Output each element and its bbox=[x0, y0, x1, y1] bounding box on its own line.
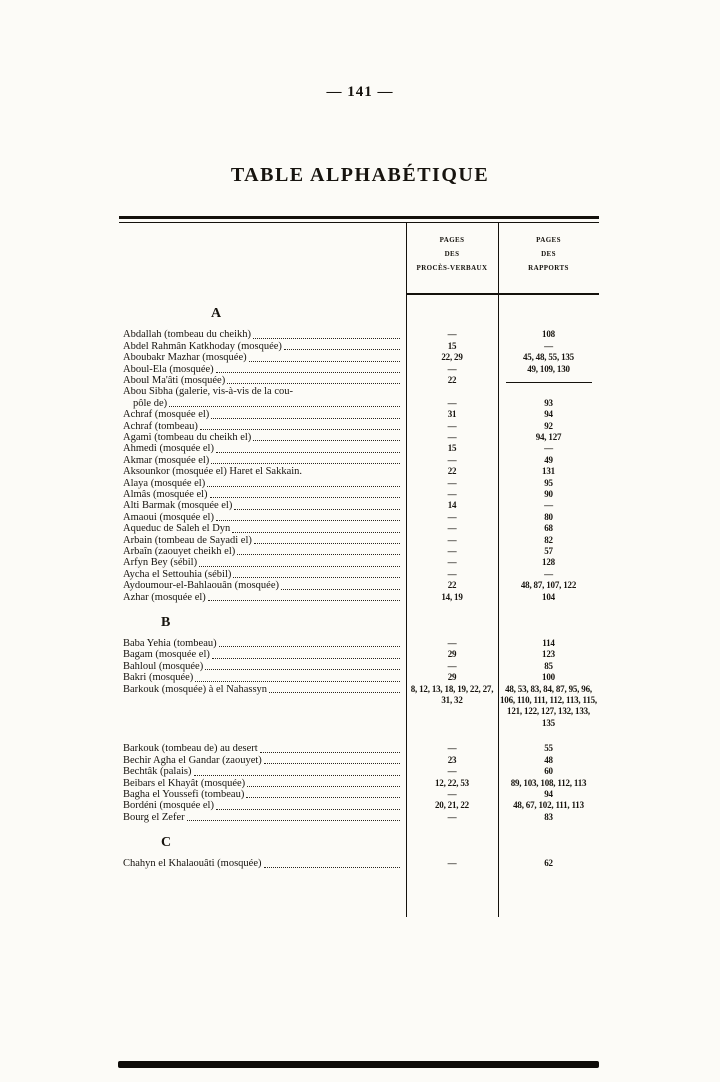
page-bottom-rule bbox=[118, 1061, 599, 1068]
entry-name bbox=[119, 535, 406, 546]
table-row bbox=[119, 661, 599, 672]
entry-name bbox=[119, 352, 406, 363]
table-row bbox=[119, 466, 599, 477]
pages-proces-verbaux-value: 31 bbox=[447, 409, 457, 420]
entry-name bbox=[119, 800, 406, 811]
pages-rapports-value bbox=[498, 375, 599, 386]
entry-label: Aboubakr Mazhar (mosquée) bbox=[123, 352, 247, 364]
table-row bbox=[119, 800, 599, 811]
dotted-leader bbox=[211, 463, 400, 464]
table-row bbox=[119, 512, 599, 523]
entry-label: Beibars el Khayât (mosquée) bbox=[123, 777, 246, 789]
entry-name bbox=[119, 375, 406, 386]
pages-proces-verbaux-value: — bbox=[447, 638, 457, 649]
dotted-leader bbox=[281, 589, 400, 590]
table-row bbox=[119, 755, 599, 766]
table-row bbox=[119, 386, 599, 409]
entry-name bbox=[119, 489, 406, 500]
dotted-leader bbox=[216, 809, 400, 810]
dotted-leader bbox=[237, 554, 400, 555]
index-table bbox=[119, 216, 599, 870]
entry-name bbox=[119, 858, 406, 869]
entry-label: Arbaîn (zaouyet cheikh el) bbox=[123, 546, 236, 558]
table-row bbox=[119, 743, 599, 754]
column-divider bbox=[498, 223, 499, 917]
entry-name bbox=[119, 466, 406, 477]
table-row bbox=[119, 684, 599, 730]
pages-rapports-value: — bbox=[544, 340, 553, 351]
table-row bbox=[119, 858, 599, 869]
pages-rapports-value: 92 bbox=[544, 420, 553, 431]
pages-rapports-value: 49 bbox=[544, 454, 553, 465]
pages-rapports-value: 57 bbox=[544, 546, 553, 557]
pages-rapports-value: 114 bbox=[542, 638, 555, 649]
entry-label-continuation bbox=[123, 398, 401, 409]
entry-name bbox=[119, 812, 406, 823]
table-grid bbox=[119, 223, 599, 869]
table-row bbox=[119, 523, 599, 534]
dotted-leader bbox=[216, 520, 400, 521]
entry-label: Agami (tombeau du cheikh el) bbox=[123, 431, 252, 443]
table-row bbox=[119, 812, 599, 823]
pages-rapports-value: 45, 48, 55, 135 bbox=[522, 352, 574, 363]
entry-column-header bbox=[119, 223, 406, 294]
dotted-leader bbox=[199, 566, 400, 567]
pages-proces-verbaux-value: — bbox=[447, 454, 457, 465]
pages-rapports-value: 48 bbox=[544, 754, 553, 765]
pages-proces-verbaux-value: 20, 21, 22 bbox=[434, 800, 469, 811]
table-row bbox=[119, 443, 599, 454]
section-letter: B bbox=[161, 615, 171, 631]
entry-name bbox=[119, 755, 406, 766]
entry-label: Chahyn el Khalaouâti (mosquée) bbox=[123, 858, 262, 870]
header-underline bbox=[406, 293, 599, 294]
pages-proces-verbaux-value: — bbox=[447, 431, 457, 442]
table-row bbox=[119, 409, 599, 420]
entry-name bbox=[119, 546, 406, 557]
pages-proces-verbaux-value: 29 bbox=[447, 649, 457, 660]
dotted-leader bbox=[233, 577, 400, 578]
pages-rapports-value: — bbox=[544, 500, 553, 511]
dotted-leader bbox=[284, 349, 400, 350]
entry-label: Barkouk (mosquée) à el Nahassyn bbox=[123, 683, 268, 695]
table-row bbox=[119, 766, 599, 777]
entry-name bbox=[119, 409, 406, 420]
dotted-leader bbox=[232, 532, 400, 533]
entry-label: Bourg el Zefer bbox=[123, 811, 185, 823]
entry-label: Bakri (mosquée) bbox=[123, 672, 194, 684]
entry-label: Arfyn Bey (sébil) bbox=[123, 557, 198, 569]
pages-proces-verbaux-value: 22 bbox=[447, 374, 457, 385]
pages-proces-verbaux-value: — bbox=[447, 397, 457, 408]
pages-proces-verbaux-value: — bbox=[447, 523, 457, 534]
table-row bbox=[119, 569, 599, 580]
dotted-leader bbox=[246, 797, 400, 798]
entry-name bbox=[119, 421, 406, 432]
entry-label: Almâs (mosquée el) bbox=[123, 488, 208, 500]
dotted-leader bbox=[211, 418, 400, 419]
entry-label: Abdallah (tombeau du cheikh) bbox=[123, 329, 251, 341]
pages-proces-verbaux-value: — bbox=[447, 329, 457, 340]
table-row bbox=[119, 580, 599, 591]
table-row bbox=[119, 546, 599, 557]
entry-name bbox=[119, 661, 406, 672]
table-row bbox=[119, 421, 599, 432]
entry-label: Aksounkor (mosquée el) Haret el Sakkain. bbox=[123, 466, 303, 478]
pages-rapports-value: — bbox=[544, 443, 553, 454]
table-body bbox=[119, 306, 599, 869]
entry-label: Abou Sibha (galerie, vis-à-vis de la cou- bbox=[123, 386, 293, 398]
page-title: TABLE ALPHABÉTIQUE bbox=[230, 164, 490, 186]
entry-name bbox=[119, 500, 406, 511]
table-row bbox=[119, 364, 599, 375]
pages-rapports-value: 123 bbox=[542, 649, 555, 660]
column-divider bbox=[406, 223, 407, 917]
pages-proces-verbaux-value: — bbox=[447, 788, 457, 799]
section-letter: C bbox=[161, 835, 172, 851]
table-row bbox=[119, 489, 599, 500]
table-row bbox=[119, 557, 599, 568]
pages-rapports-value: 49, 109, 130 bbox=[527, 363, 570, 374]
entry-label: Aboul Ma'âti (mosquée) bbox=[123, 374, 226, 386]
table-top-rule bbox=[119, 216, 599, 223]
pages-rapports-value: 108 bbox=[542, 329, 555, 340]
header-line: PAGES bbox=[536, 236, 561, 245]
pages-proces-verbaux-value: — bbox=[447, 546, 457, 557]
entry-name bbox=[119, 743, 406, 754]
pages-proces-verbaux-value: — bbox=[447, 534, 457, 545]
dotted-leader bbox=[200, 429, 400, 430]
entry-name bbox=[119, 569, 406, 580]
table-row bbox=[119, 478, 599, 489]
entry-label: Bagha el Youssefi (tombeau) bbox=[123, 788, 245, 800]
dotted-leader bbox=[219, 646, 400, 647]
pages-proces-verbaux-value: — bbox=[447, 477, 457, 488]
pages-proces-verbaux-value: — bbox=[447, 420, 457, 431]
entry-label: Bordéni (mosquée el) bbox=[123, 800, 214, 812]
pages-rapports-value: 131 bbox=[542, 466, 555, 477]
pages-rapports-value: 82 bbox=[544, 534, 553, 545]
pages-rapports-value: 93 bbox=[544, 397, 553, 408]
table-row bbox=[119, 649, 599, 660]
header-line: RAPPORTS bbox=[528, 264, 569, 273]
pages-rapports-value: 48, 53, 83, 84, 87, 95, 96, 106, 110, 111, 112, 113, 115, 121, 122, 127, 132, 133, 135 bbox=[500, 683, 597, 728]
pages-proces-verbaux-value: — bbox=[447, 488, 457, 499]
entry-name bbox=[119, 580, 406, 591]
entry-name bbox=[119, 649, 406, 660]
pages-proces-verbaux-value: — bbox=[447, 743, 457, 754]
pages-proces-verbaux-value: 22, 29 bbox=[441, 352, 463, 363]
dotted-leader bbox=[264, 867, 401, 868]
pages-rapports-value: 94 bbox=[544, 409, 553, 420]
pages-proces-verbaux-value: 8, 12, 13, 18, 19, 22, 27, 31, 32 bbox=[410, 683, 494, 706]
entry-name bbox=[119, 512, 406, 523]
entry-name bbox=[119, 557, 406, 568]
pages-proces-verbaux-value: 29 bbox=[447, 672, 457, 683]
entry-name bbox=[119, 523, 406, 534]
entry-name bbox=[119, 443, 406, 454]
dotted-leader bbox=[216, 372, 400, 373]
pages-rapports-value: 60 bbox=[544, 766, 553, 777]
pages-rapports-value: 83 bbox=[544, 811, 553, 822]
dotted-leader bbox=[207, 486, 400, 487]
entry-name bbox=[119, 638, 406, 649]
pages-rapports-value: 62 bbox=[544, 858, 553, 869]
pages-proces-verbaux-value: 23 bbox=[447, 754, 457, 765]
table-row bbox=[119, 432, 599, 443]
entry-label: Aqueduc de Saleh el Dyn bbox=[123, 523, 231, 535]
pages-rapports-value: 104 bbox=[542, 591, 555, 602]
page-number: — 141 — bbox=[326, 84, 394, 100]
table-row bbox=[119, 789, 599, 800]
entry-label: Bahloul (mosquée) bbox=[123, 660, 204, 672]
pages-proces-verbaux-value: — bbox=[447, 660, 457, 671]
pages-rapports-value: 100 bbox=[542, 672, 555, 683]
dotted-leader bbox=[234, 509, 400, 510]
entry-label: Barkouk (tombeau de) au desert bbox=[123, 743, 258, 755]
pages-proces-verbaux-value: — bbox=[447, 557, 457, 568]
entry-name bbox=[119, 766, 406, 777]
dotted-leader bbox=[269, 692, 400, 693]
pages-rapports-value: 89, 103, 108, 112, 113 bbox=[510, 777, 587, 788]
dotted-leader bbox=[254, 543, 400, 544]
table-header-row bbox=[119, 223, 599, 294]
entry-name bbox=[119, 778, 406, 789]
entry-label: Amaoui (mosquée el) bbox=[123, 511, 214, 523]
pages-rapports-value: 68 bbox=[544, 523, 553, 534]
entry-name bbox=[119, 478, 406, 489]
dotted-leader bbox=[187, 820, 400, 821]
table-row bbox=[119, 329, 599, 340]
pages-proces-verbaux-value: — bbox=[447, 568, 457, 579]
dotted-leader bbox=[227, 383, 400, 384]
dotted-leader bbox=[264, 763, 400, 764]
pages-proces-verbaux-value: — bbox=[447, 811, 457, 822]
pages-rapports-value: 48, 87, 107, 122 bbox=[520, 580, 577, 591]
entry-label: Bechir Agha el Gandar (zaouyet) bbox=[123, 754, 262, 766]
entry-label: Alaya (mosquée el) bbox=[123, 477, 206, 489]
dotted-leader bbox=[205, 669, 400, 670]
entry-label: Alti Barmak (mosquée el) bbox=[123, 500, 233, 512]
entry-label: Azhar (mosquée el) bbox=[123, 591, 206, 603]
pages-proces-verbaux-value: 14, 19 bbox=[441, 591, 463, 602]
entry-name bbox=[119, 364, 406, 375]
entry-name bbox=[119, 455, 406, 466]
table-row bbox=[119, 535, 599, 546]
entry-label: Bechtâk (palais) bbox=[123, 766, 192, 778]
pages-rapports-value: 80 bbox=[544, 511, 553, 522]
table-row bbox=[119, 455, 599, 466]
table-row bbox=[119, 672, 599, 683]
dotted-leader bbox=[260, 752, 400, 753]
entry-label: Aboul-Ela (mosquée) bbox=[123, 363, 214, 375]
table-row bbox=[119, 638, 599, 649]
pages-proces-verbaux-value: 15 bbox=[447, 443, 457, 454]
column-header-proces-verbaux bbox=[406, 223, 498, 294]
entry-name bbox=[119, 684, 406, 695]
pages-proces-verbaux-value: — bbox=[447, 858, 457, 869]
pages-proces-verbaux-value: 15 bbox=[447, 340, 457, 351]
entry-name bbox=[119, 592, 406, 603]
header-line: PAGES bbox=[439, 236, 465, 245]
dotted-leader bbox=[195, 681, 400, 682]
dotted-leader bbox=[194, 775, 400, 776]
header-line: DES bbox=[541, 250, 556, 259]
pages-proces-verbaux-value: 22 bbox=[447, 466, 457, 477]
entry-name bbox=[119, 329, 406, 340]
pages-proces-verbaux-value: 22 bbox=[447, 580, 457, 591]
pages-rapports-value: 90 bbox=[544, 488, 553, 499]
entry-name bbox=[119, 789, 406, 800]
entry-name bbox=[119, 386, 406, 409]
pages-rapports-value: 95 bbox=[544, 477, 553, 488]
entry-label: Baba Yehia (tombeau) bbox=[123, 638, 217, 650]
entry-label: Aydoumour-el-Bahlaouân (mosquée) bbox=[123, 580, 279, 592]
entry-label: Achraf (tombeau) bbox=[123, 420, 198, 432]
table-row bbox=[119, 341, 599, 352]
pages-proces-verbaux-value: — bbox=[447, 766, 457, 777]
pages-rapports-value: 94 bbox=[544, 788, 553, 799]
pages-rapports-value: 48, 67, 102, 111, 113 bbox=[513, 800, 584, 811]
dotted-leader bbox=[253, 440, 400, 441]
entry-label: Achraf (mosquée el) bbox=[123, 409, 210, 421]
pages-rapports-value: 55 bbox=[544, 743, 553, 754]
pages-rapports-value: — bbox=[544, 568, 553, 579]
table-row bbox=[119, 352, 599, 363]
entry-name bbox=[119, 672, 406, 683]
entry-label: Ahmedi (mosquée el) bbox=[123, 443, 214, 455]
section-letter: A bbox=[211, 306, 222, 322]
table-row bbox=[119, 592, 599, 603]
table-row bbox=[119, 375, 599, 386]
pages-proces-verbaux-value: 12, 22, 53 bbox=[434, 777, 469, 788]
entry-name bbox=[119, 341, 406, 352]
header-line: DES bbox=[444, 250, 460, 259]
dotted-leader bbox=[253, 338, 400, 339]
dotted-leader bbox=[249, 361, 400, 362]
entry-label: Bagam (mosquée el) bbox=[123, 649, 210, 661]
pages-proces-verbaux-value: — bbox=[447, 363, 457, 374]
dotted-leader bbox=[247, 786, 400, 787]
entry-label: Abdel Rahmân Katkhoday (mosquée) bbox=[123, 340, 282, 352]
entry-name bbox=[119, 432, 406, 443]
pages-proces-verbaux-value: 14 bbox=[447, 500, 457, 511]
entry-label: pôle de) bbox=[133, 397, 168, 409]
dotted-leader bbox=[169, 406, 400, 407]
table-row bbox=[119, 500, 599, 511]
column-header-rapports bbox=[498, 223, 599, 294]
pages-rapports-value: 85 bbox=[544, 660, 553, 671]
dotted-leader bbox=[216, 452, 400, 453]
pages-rapports-value: 94, 127 bbox=[535, 431, 562, 442]
dotted-leader bbox=[210, 497, 400, 498]
pages-rapports-value: 128 bbox=[542, 557, 555, 568]
dotted-leader bbox=[212, 658, 400, 659]
entry-label: Aycha el Settouhia (sébil) bbox=[123, 568, 232, 580]
dotted-leader bbox=[208, 600, 400, 601]
entry-label: Akmar (mosquée el) bbox=[123, 454, 210, 466]
entry-label: Arbain (tombeau de Sayadi el) bbox=[123, 534, 252, 546]
table-row bbox=[119, 778, 599, 789]
header-line: PROCÈS-VERBAUX bbox=[416, 264, 488, 273]
pages-proces-verbaux-value: — bbox=[447, 511, 457, 522]
